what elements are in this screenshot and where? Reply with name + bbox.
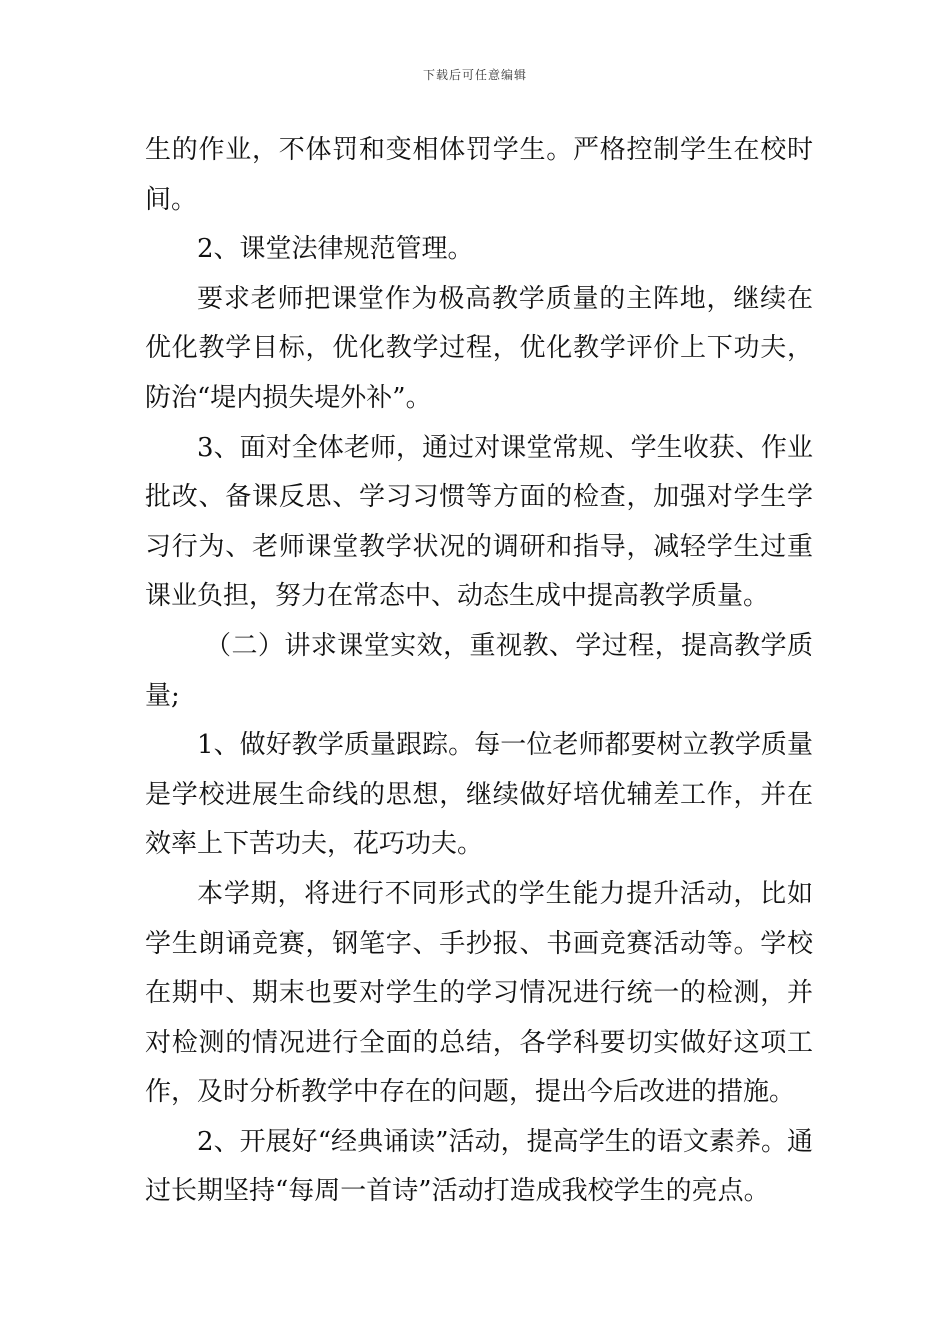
paragraph-ability-activities: 本学期，将进行不同形式的学生能力提升活动，比如学生朗诵竞赛，钢笔字、手抄报、书画竞赛活动等。学校在期中、期末也要对学生的学习情况进行统一的检测，并对检测的情况进行全面的总结，各学科要切实做好这项工作，及时分析教学中存在的问题，提出今后改进的措施。 (145, 878, 813, 1108)
document-body (145, 126, 813, 1217)
paragraph-quality-tracking: 1、做好教学质量跟踪。每一位老师都要树立教学质量是学校进展生命线的思想，继续做好培优辅差工作，并在效率上下苦功夫，花巧功夫。 (145, 730, 813, 860)
paragraph-classroom-management-heading: 2、课堂法律规范管理。 (197, 234, 474, 265)
paragraph-classroom-requirements: 要求老师把课堂作为极高教学质量的主阵地，继续在优化教学目标，优化教学过程，优化教学评价上下功夫，防治“堤内损失堤外补”。 (145, 283, 813, 413)
section-heading-classroom-effectiveness: （二）讲求课堂实效，重视教、学过程，提高教学质量; (145, 630, 813, 711)
paragraph-homework-continuation: 生的作业，不体罚和变相体罚学生。严格控制学生在校时间。 (145, 135, 813, 215)
page-header-note: 下载后可任意编辑 (422, 68, 527, 82)
paragraph-teacher-inspection: 3、面对全体老师，通过对课堂常规、学生收获、作业批改、备课反思、学习习惯等方面的检查，加强对学生学习行为、老师课堂教学状况的调研和指导，减轻学生过重课业负担，努力在常态中、动态生成中提高教学质量。 (145, 432, 813, 612)
paragraph-classic-reading: 2、开展好“经典诵读”活动，提高学生的语文素养。通过长期坚持“每周一首诗”活动打造成我校学生的亮点。 (145, 1126, 813, 1207)
